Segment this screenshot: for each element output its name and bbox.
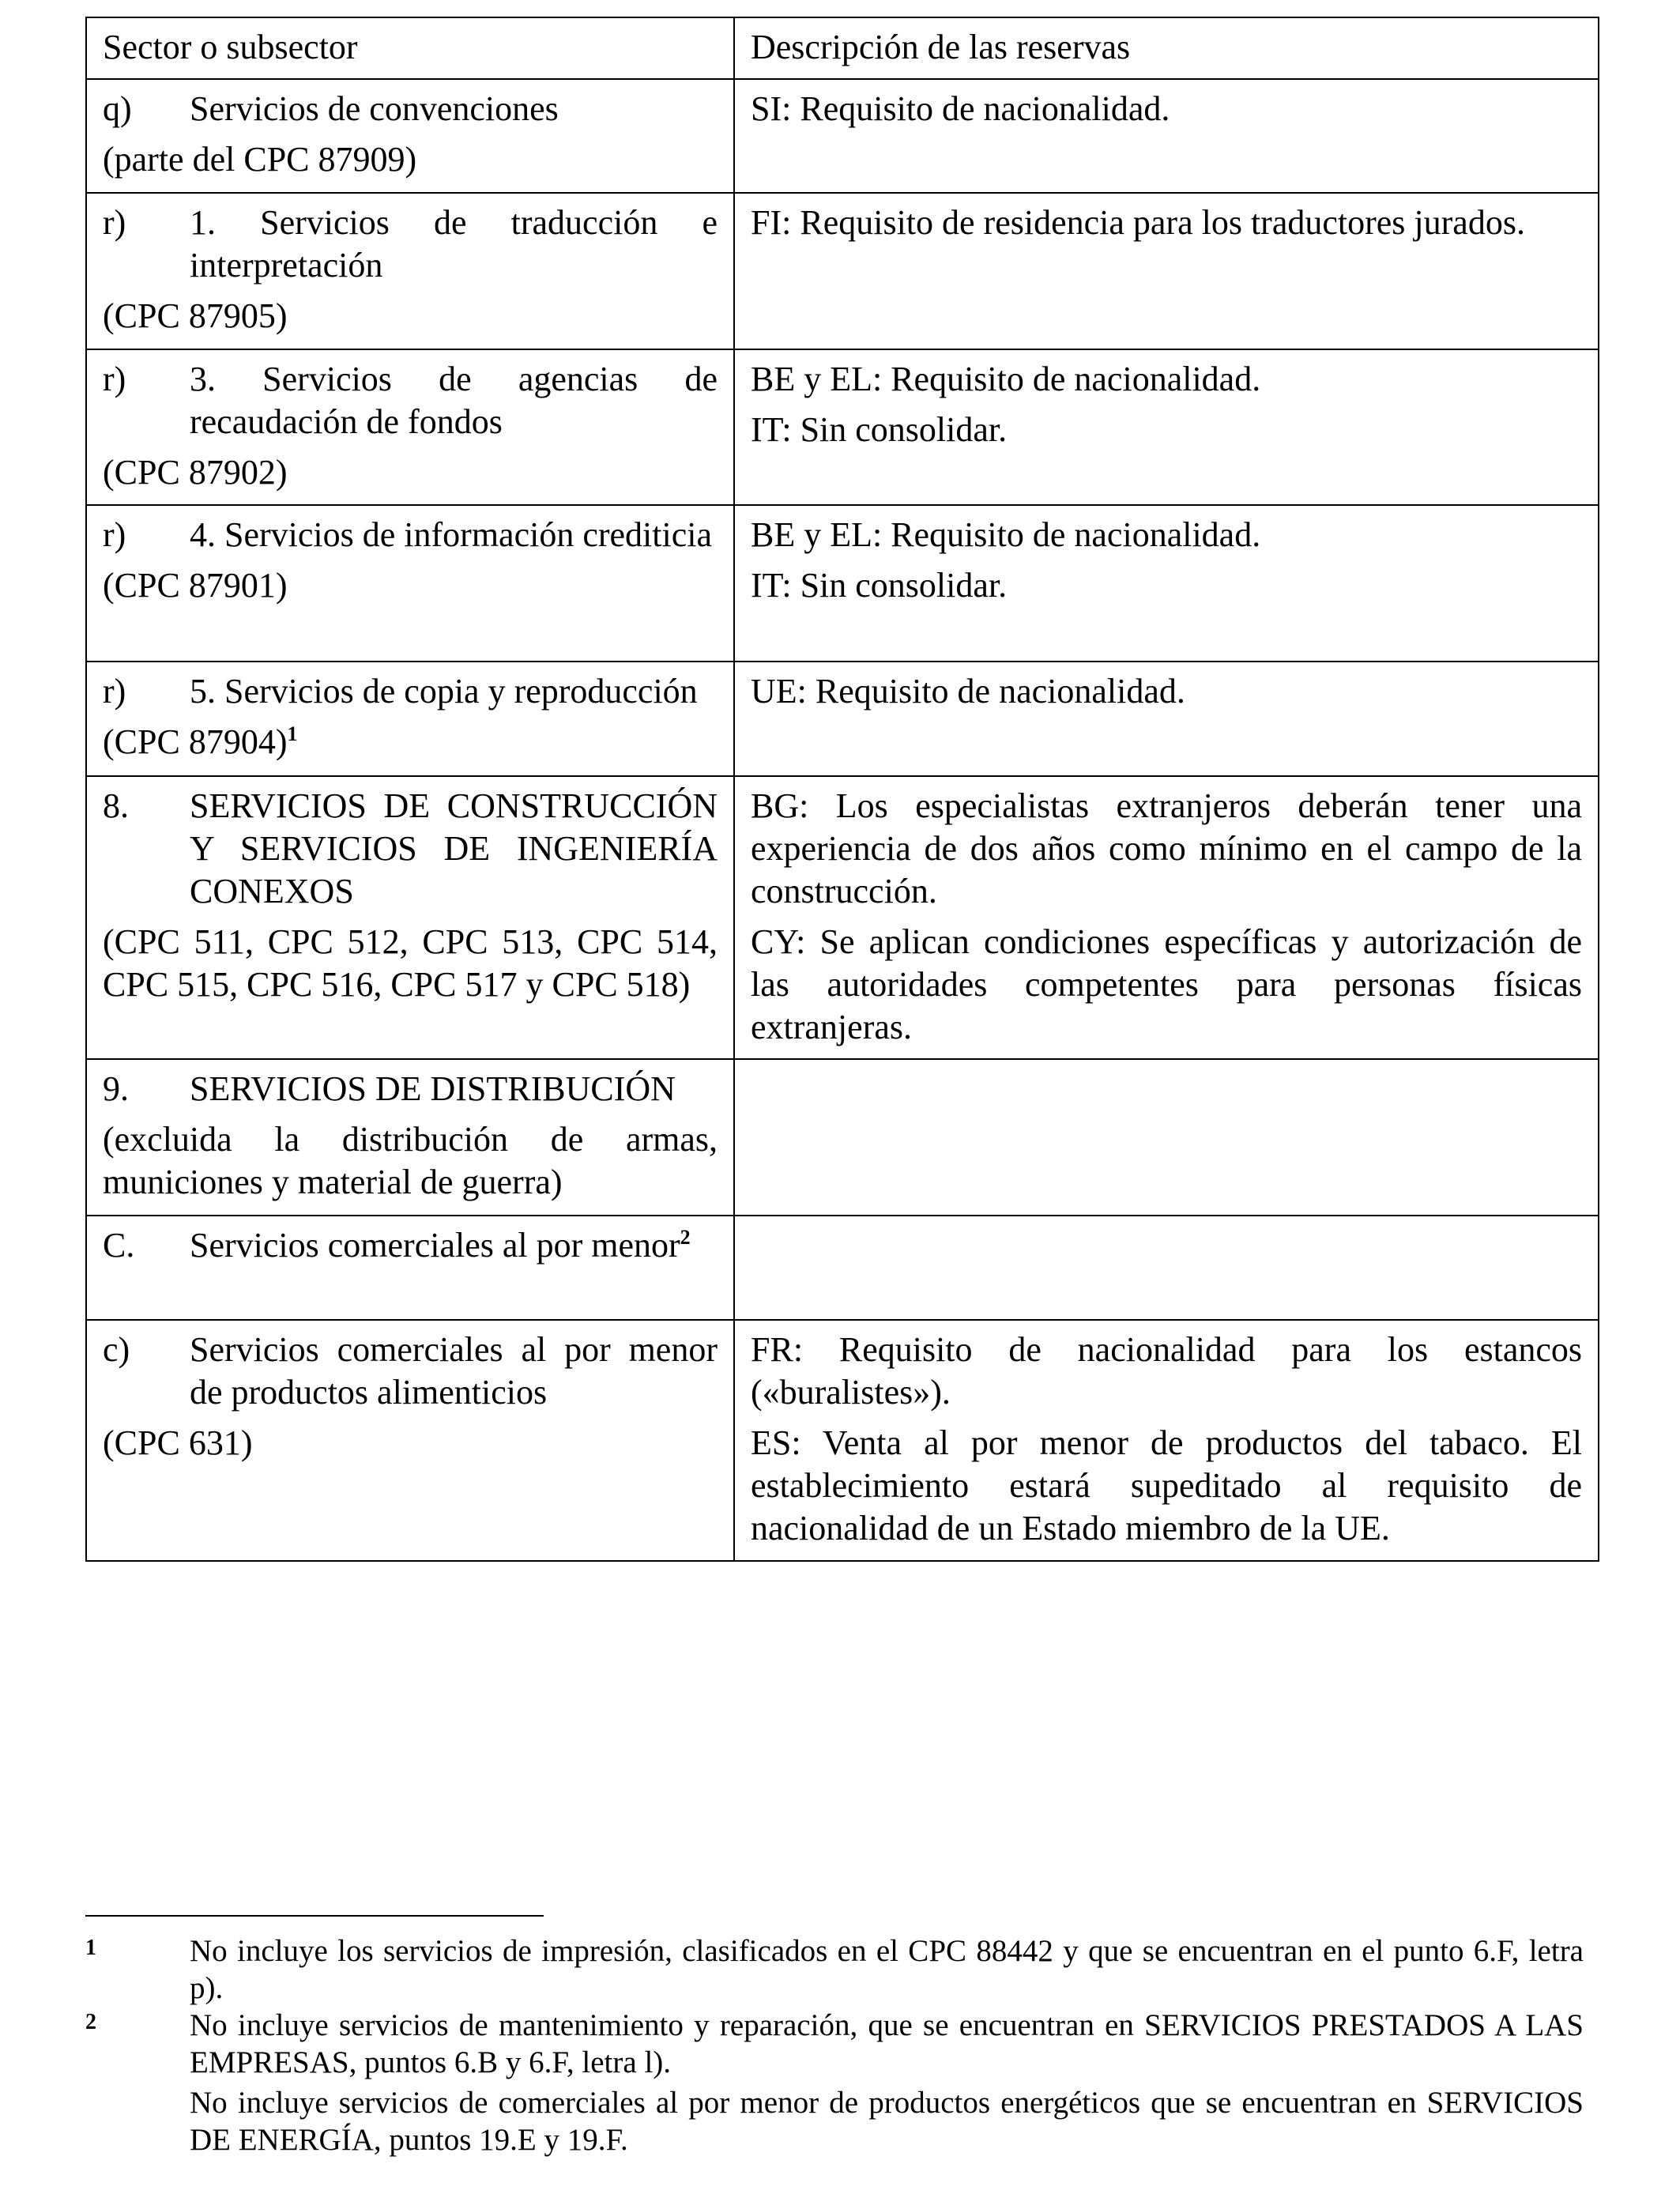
header-description-cell — [734, 17, 1599, 79]
sector-code-line — [103, 721, 718, 763]
sector-cell — [86, 193, 734, 349]
sector-cell — [86, 1216, 734, 1320]
sector-item — [103, 1068, 718, 1110]
sector-title: Servicios comerciales al por menor de productos alimenticios — [190, 1330, 718, 1412]
header-sector-cell — [86, 17, 734, 79]
description-cell — [734, 193, 1599, 349]
footnote-body — [190, 1932, 1584, 2007]
sector-label: r) — [103, 360, 126, 398]
footnotes — [85, 1932, 1584, 2158]
description-cell — [734, 349, 1599, 505]
sector-label: 8. — [103, 786, 129, 825]
table-row — [86, 1059, 1599, 1216]
reservation-text: SI: Requisito de nacionalidad. — [751, 89, 1170, 128]
footnote-number: 2 — [85, 2010, 96, 2034]
sector-code: (CPC 87901) — [103, 566, 288, 605]
table-row — [86, 349, 1599, 505]
footnote-body — [190, 2007, 1584, 2158]
sector-label: C. — [103, 1226, 135, 1265]
sector-cell — [86, 79, 734, 193]
sector-item — [103, 1224, 718, 1267]
sector-title: Servicios de convenciones — [190, 89, 559, 128]
reservation-text: FR: Requisito de nacionalidad para los estancos («buralistes»). — [751, 1330, 1582, 1412]
footnote-1 — [85, 1932, 1584, 2007]
sector-code: (CPC 87905) — [103, 296, 288, 335]
sector-label: r) — [103, 515, 126, 554]
description-cell — [734, 1059, 1599, 1216]
sector-item — [103, 88, 718, 130]
sector-item — [103, 358, 718, 443]
header-sector: Sector o subsector — [103, 28, 358, 66]
reservation-text: IT: Sin consolidar. — [751, 410, 1008, 449]
sector-item — [103, 202, 718, 287]
description-cell — [734, 505, 1599, 662]
reservation-text: CY: Se aplican condiciones específicas y autorización de las autoridades competentes para personas físicas extranjeras. — [751, 922, 1582, 1046]
sector-item — [103, 514, 718, 556]
table-header-row — [86, 17, 1599, 79]
reservation-text: BE y EL: Requisito de nacionalidad. — [751, 515, 1261, 554]
sector-title: 3. Servicios de agencias de recaudación de fondos — [190, 360, 718, 441]
sector-title: 4. Servicios de información crediticia — [190, 515, 712, 554]
header-description: Descripción de las reservas — [751, 28, 1131, 66]
reservation-text: BG: Los especialistas extranjeros deberán tener una experiencia de dos años como mínimo en el campo de la construcción. — [751, 786, 1582, 910]
reservation-text: BE y EL: Requisito de nacionalidad. — [751, 360, 1261, 398]
sector-title: Servicios comerciales al por menor — [190, 1226, 680, 1265]
table-row — [86, 193, 1599, 349]
sector-title-wrap — [190, 1224, 718, 1267]
reservations-table — [85, 17, 1599, 1562]
footnote-2 — [85, 2007, 1584, 2158]
footnote-separator — [85, 1915, 544, 1917]
sector-cell — [86, 1320, 734, 1561]
table-row — [86, 1320, 1599, 1561]
sector-item — [103, 670, 718, 713]
sector-cell — [86, 776, 734, 1059]
reservation-text: ES: Venta al por menor de productos del tabaco. El establecimiento estará supeditado al requisito de nacionalidad de un Estado miembro de la UE. — [751, 1423, 1582, 1547]
footnote-ref-1[interactable]: 1 — [287, 722, 298, 745]
reservation-text: UE: Requisito de nacionalidad. — [751, 672, 1185, 711]
footnote-number: 1 — [85, 1936, 96, 1960]
description-cell — [734, 776, 1599, 1059]
sector-code: (CPC 511, CPC 512, CPC 513, CPC 514, CPC 515, CPC 516, CPC 517 y CPC 518) — [103, 922, 718, 1004]
sector-code: (CPC 631) — [103, 1423, 253, 1462]
sector-label: r) — [103, 672, 126, 711]
sector-title: SERVICIOS DE CONSTRUCCIÓN Y SERVICIOS DE INGENIERÍA CONEXOS — [190, 786, 718, 910]
reservation-text: FI: Requisito de residencia para los traductores jurados. — [751, 203, 1525, 242]
sector-code: (parte del CPC 87909) — [103, 140, 417, 179]
sector-label: 9. — [103, 1069, 129, 1108]
footnote-ref-2[interactable]: 2 — [680, 1226, 691, 1249]
sector-label: r) — [103, 203, 126, 242]
sector-item — [103, 1329, 718, 1414]
reservation-text: IT: Sin consolidar. — [751, 566, 1008, 605]
description-cell — [734, 1320, 1599, 1561]
description-cell — [734, 662, 1599, 776]
description-cell — [734, 1216, 1599, 1320]
sector-title: 5. Servicios de copia y reproducción — [190, 672, 698, 711]
sector-cell — [86, 662, 734, 776]
table-row — [86, 505, 1599, 662]
table-row — [86, 79, 1599, 193]
sector-item — [103, 785, 718, 913]
sector-cell — [86, 1059, 734, 1216]
footnote-text: No incluye servicios de comerciales al por menor de productos energéticos que se encuentran en SERVICIOS DE ENERGÍA, puntos 19.E y 19.F. — [190, 2086, 1584, 2157]
footnote-text: No incluye los servicios de impresión, clasificados en el CPC 88442 y que se encuentran en el punto 6.F, letra p). — [190, 1934, 1584, 2005]
footnote-text: No incluye servicios de mantenimiento y reparación, que se encuentran en SERVICIOS PRESTADOS A LAS EMPRESAS, puntos 6.B y 6.F, letra l). — [190, 2008, 1584, 2079]
sector-code: (excluida la distribución de armas, municiones y material de guerra) — [103, 1120, 718, 1201]
sector-title: SERVICIOS DE DISTRIBUCIÓN — [190, 1069, 676, 1108]
table-row — [86, 1216, 1599, 1320]
sector-cell — [86, 349, 734, 505]
table-row — [86, 776, 1599, 1059]
sector-code: (CPC 87904) — [103, 722, 288, 761]
sector-cell — [86, 505, 734, 662]
sector-label: c) — [103, 1330, 130, 1369]
sector-code: (CPC 87902) — [103, 453, 288, 492]
table-row — [86, 662, 1599, 776]
sector-label: q) — [103, 89, 132, 128]
sector-title: 1. Servicios de traducción e interpretación — [190, 203, 718, 285]
description-cell — [734, 79, 1599, 193]
